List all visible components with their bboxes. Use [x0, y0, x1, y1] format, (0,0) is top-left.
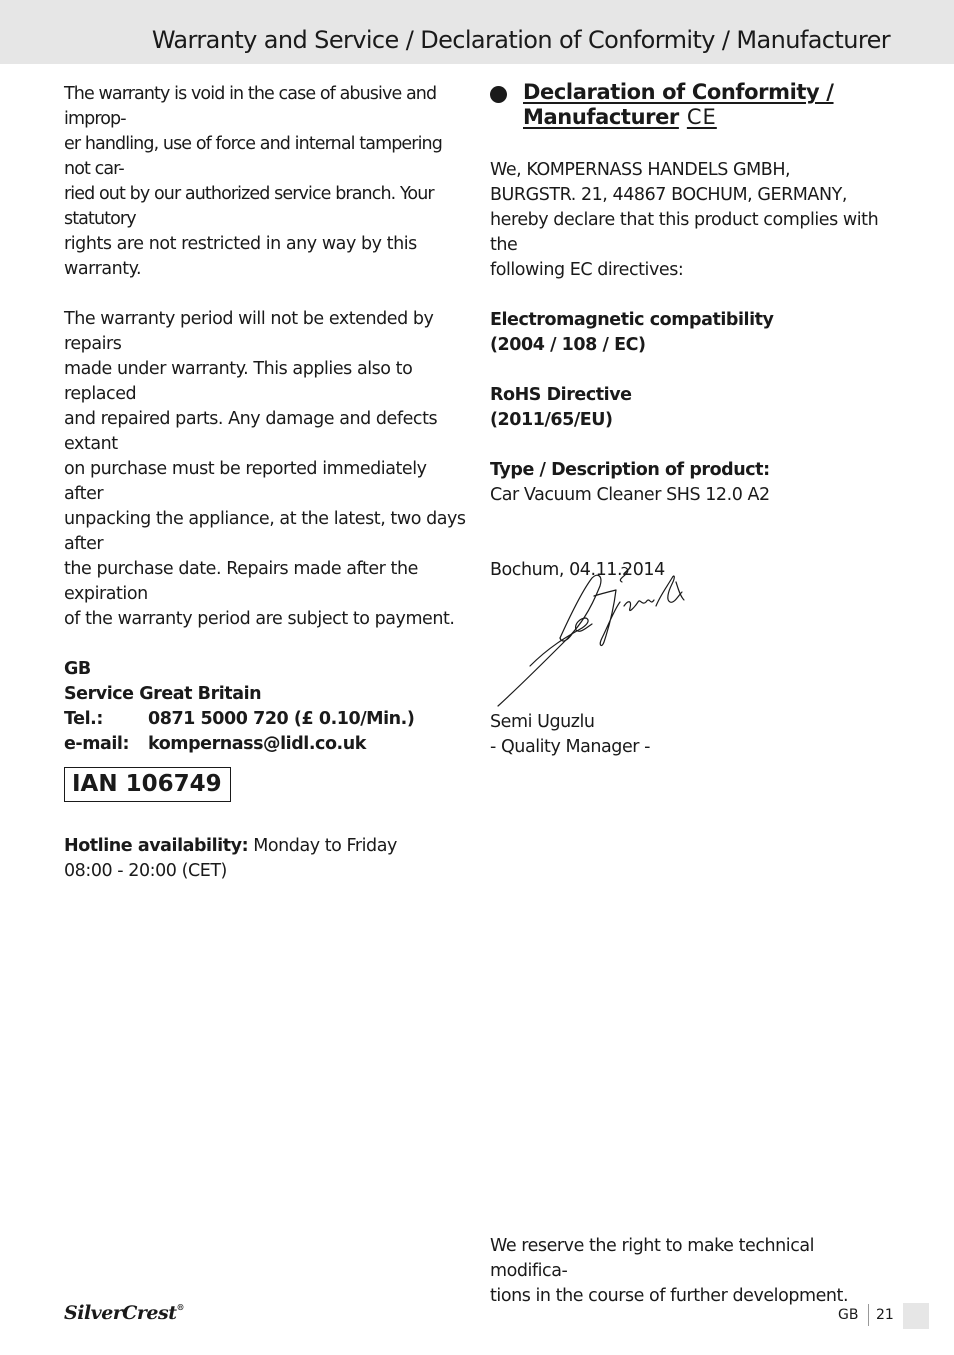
warranty-void-line-2: er handling, use of force and internal tampering not car- — [64, 134, 442, 179]
warranty-void-line-4: rights are not restricted in any way by this warranty. — [64, 234, 417, 279]
footer-note-line-1: We reserve the right to make technical modifica- — [490, 1236, 815, 1281]
page-language: GB — [838, 1307, 859, 1323]
type-label: Type / Description of product: — [490, 460, 770, 480]
hotline-days: Monday to Friday — [248, 836, 397, 856]
page-separator — [868, 1304, 869, 1326]
bullet-icon — [490, 86, 507, 103]
tel-value[interactable]: 0871 5000 720 (£ 0.10/Min.) — [148, 709, 415, 729]
intro-line-3: hereby declare that this product complies with the — [490, 210, 879, 255]
signature-image — [490, 566, 700, 712]
right-column — [490, 80, 890, 583]
declaration-heading — [490, 80, 890, 130]
rohs-code: (2011/65/EU) — [490, 410, 613, 430]
email-row — [64, 732, 466, 757]
ce-mark-icon: CE — [686, 105, 717, 129]
footer-note-line-2: tions in the course of further development. — [490, 1286, 849, 1306]
hotline-label: Hotline availability: — [64, 836, 249, 856]
hotline-hours: 08:00 - 20:00 (CET) — [64, 861, 227, 881]
declaration-heading-line-1: Declaration of Conformity / — [523, 80, 834, 104]
intro-line-4: following EC directives: — [490, 260, 684, 280]
warranty-period-line-1: The warranty period will not be extended by repairs — [64, 309, 434, 354]
left-column — [64, 82, 466, 884]
place-date: Bochum, 04.11.2014 — [490, 560, 665, 580]
type-value: Car Vacuum Cleaner SHS 12.0 A2 — [490, 485, 770, 505]
page-number: 21 — [876, 1307, 894, 1323]
emc-code: (2004 / 108 / EC) — [490, 335, 646, 355]
email-value[interactable]: kompernass@lidl.co.uk — [148, 734, 366, 754]
page-tab — [903, 1303, 929, 1329]
tel-row — [64, 707, 466, 732]
warranty-period-line-4: on purchase must be reported immediately after — [64, 459, 427, 504]
ian-box: IAN 106749 — [64, 767, 231, 802]
email-label: e-mail: — [64, 734, 130, 754]
registered-mark: ® — [176, 1302, 184, 1312]
warranty-period-line-5: unpacking the appliance, at the latest, two days after — [64, 509, 466, 554]
warranty-period-line-3: and repaired parts. Any damage and defects extant — [64, 409, 438, 454]
warranty-period-line-2: made under warranty. This applies also to replaced — [64, 359, 413, 404]
warranty-period-line-7: of the warranty period are subject to payment. — [64, 609, 455, 629]
signer-title: - Quality Manager - — [490, 737, 651, 757]
signer-name: Semi Uguzlu — [490, 712, 595, 732]
intro-line-1: We, KOMPERNASS HANDELS GMBH, — [490, 160, 791, 180]
warranty-period-line-6: the purchase date. Repairs made after the expiration — [64, 559, 418, 604]
emc-title: Electromagnetic compatibility — [490, 310, 774, 330]
signer-block — [490, 710, 650, 760]
intro-line-2: BURGSTR. 21, 44867 BOCHUM, GERMANY, — [490, 185, 847, 205]
tel-label: Tel.: — [64, 709, 103, 729]
hotline-line — [64, 834, 466, 859]
page-title: Warranty and Service / Declaration of Conformity / Manufacturer — [151, 26, 890, 54]
declaration-heading-line-2: Manufacturer — [523, 105, 679, 129]
rohs-title: RoHS Directive — [490, 385, 632, 405]
country-code: GB — [64, 659, 91, 679]
warranty-void-line-3: ried out by our authorized service branch. Your statutory — [64, 184, 434, 229]
service-name: Service Great Britain — [64, 684, 262, 704]
warranty-void-line-1: The warranty is void in the case of abusive and improp- — [64, 84, 437, 129]
brand-logo-text: SilverCrest — [64, 1302, 177, 1324]
brand-logo — [64, 1302, 184, 1324]
footer-note — [490, 1234, 890, 1309]
